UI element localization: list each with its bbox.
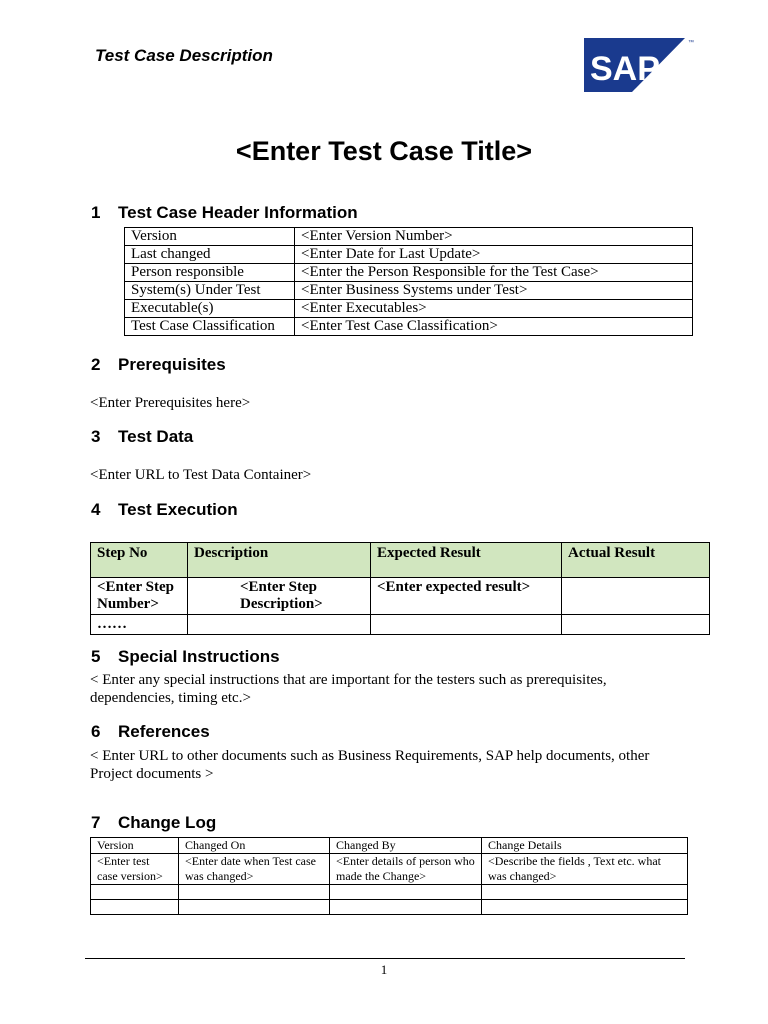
section-heading-4: 4 Test Execution bbox=[91, 500, 238, 519]
section-heading-3: 3 Test Data bbox=[91, 427, 194, 446]
table-row bbox=[91, 885, 688, 900]
section-heading-5: 5 Special Instructions bbox=[91, 647, 280, 666]
references-text: < Enter URL to other documents such as Business Requirements, SAP help documents, other Project documents > bbox=[90, 748, 650, 782]
table-row: …… bbox=[91, 615, 710, 635]
section-heading-6: 6 References bbox=[91, 722, 210, 741]
document-title: <Enter Test Case Title> bbox=[235, 136, 533, 166]
document-header-title: Test Case Description bbox=[95, 46, 273, 65]
table-row: <Enter test case version> <Enter date when Test case was changed> <Enter details of person who made the Change> <Describe the fields , Text etc. what was changed> bbox=[91, 854, 688, 885]
prerequisites-text: <Enter Prerequisites here> bbox=[90, 395, 251, 411]
table-header-row: Version Changed On Changed By Change Details bbox=[91, 838, 688, 854]
table-header-row: Step No Description Expected Result Actual Result bbox=[91, 543, 710, 578]
change-log-table bbox=[90, 837, 688, 915]
svg-text:™: ™ bbox=[688, 40, 694, 46]
section-heading-2: 2 Prerequisites bbox=[91, 355, 226, 374]
header-info-table bbox=[124, 227, 693, 336]
section-heading-1: 1 Test Case Header Information bbox=[91, 203, 358, 222]
svg-text:SAP: SAP bbox=[590, 50, 660, 88]
table-row: Last changed <Enter Date for Last Update> bbox=[125, 246, 693, 264]
test-execution-table bbox=[90, 542, 710, 635]
section-heading-7: 7 Change Log bbox=[91, 813, 217, 832]
table-row: Test Case Classification <Enter Test Case Classification> bbox=[125, 318, 693, 336]
table-row: System(s) Under Test <Enter Business Systems under Test> bbox=[125, 282, 693, 300]
page-number: 1 bbox=[380, 962, 388, 977]
table-row: Person responsible <Enter the Person Responsible for the Test Case> bbox=[125, 264, 693, 282]
footer-divider bbox=[85, 958, 685, 959]
sap-logo bbox=[584, 38, 696, 92]
special-instructions-text: < Enter any special instructions that are important for the testers such as prerequisites, dependencies, timing etc.> bbox=[90, 672, 607, 706]
table-row: Version <Enter Version Number> bbox=[125, 228, 693, 246]
table-row bbox=[91, 900, 688, 915]
test-data-text: <Enter URL to Test Data Container> bbox=[90, 467, 312, 483]
table-row: <Enter Step Number> <Enter Step Description> <Enter expected result> bbox=[91, 578, 710, 615]
table-row: Executable(s) <Enter Executables> bbox=[125, 300, 693, 318]
